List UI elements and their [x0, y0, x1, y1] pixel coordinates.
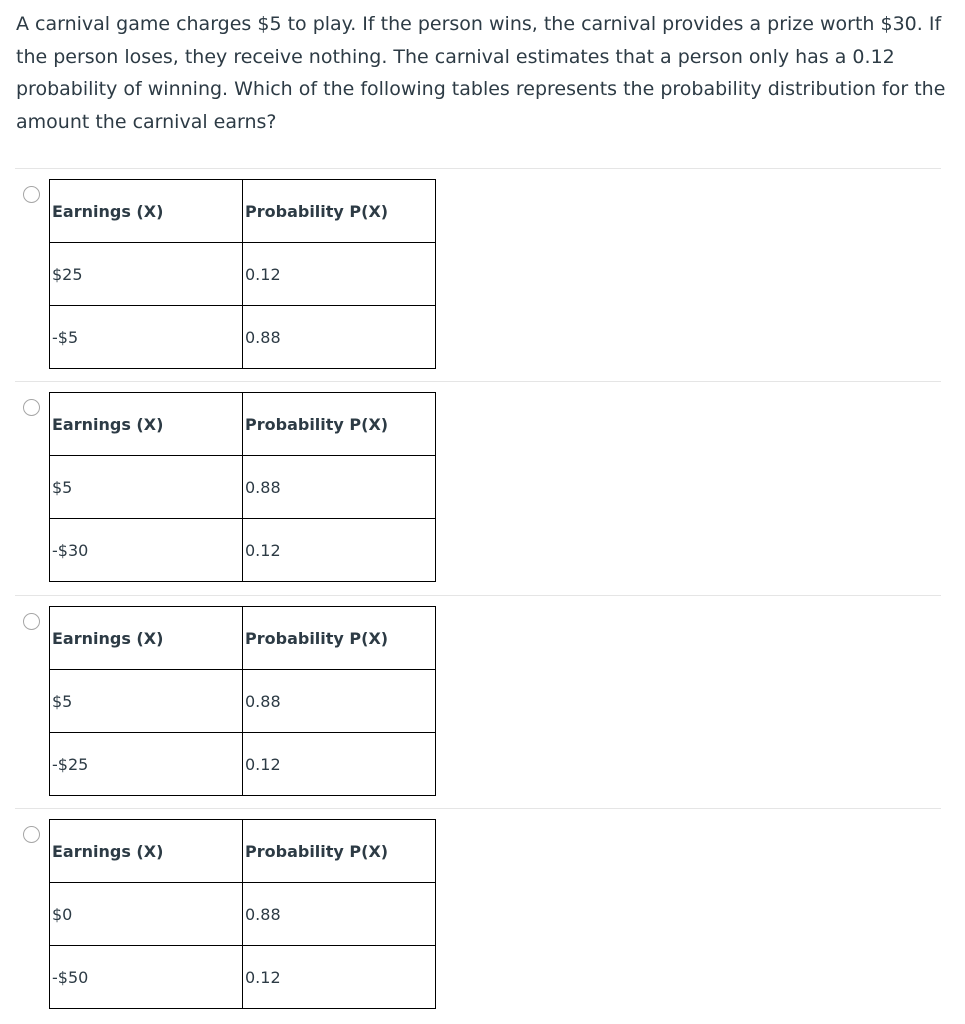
earnings-cell: -$25 [50, 733, 243, 796]
probability-cell: 0.88 [243, 456, 436, 519]
table-row [50, 456, 436, 519]
radio-button[interactable] [23, 399, 40, 416]
table-row [50, 519, 436, 582]
earnings-cell: -$30 [50, 519, 243, 582]
earnings-cell: $25 [50, 243, 243, 306]
probability-table [49, 606, 436, 796]
answer-option[interactable] [15, 595, 941, 808]
answer-option[interactable] [15, 808, 941, 1021]
probability-cell: 0.12 [243, 946, 436, 1009]
earnings-cell: $5 [50, 670, 243, 733]
probability-cell: 0.12 [243, 733, 436, 796]
header-probability: Probability P(X) [243, 820, 436, 883]
probability-table [49, 392, 436, 582]
header-earnings: Earnings (X) [50, 393, 243, 456]
answer-option[interactable] [15, 381, 941, 594]
probability-table [49, 179, 436, 369]
earnings-cell: -$5 [50, 306, 243, 369]
radio-button[interactable] [23, 186, 40, 203]
table-header-row [50, 180, 436, 243]
earnings-cell: $5 [50, 456, 243, 519]
table-header-row [50, 820, 436, 883]
header-probability: Probability P(X) [243, 607, 436, 670]
answer-option[interactable] [15, 168, 941, 381]
radio-button[interactable] [23, 826, 40, 843]
table-row [50, 946, 436, 1009]
earnings-cell: $0 [50, 883, 243, 946]
header-earnings: Earnings (X) [50, 180, 243, 243]
header-probability: Probability P(X) [243, 180, 436, 243]
table-row [50, 883, 436, 946]
table-header-row [50, 393, 436, 456]
earnings-cell: -$50 [50, 946, 243, 1009]
probability-cell: 0.88 [243, 306, 436, 369]
probability-cell: 0.88 [243, 883, 436, 946]
probability-cell: 0.88 [243, 670, 436, 733]
probability-table [49, 819, 436, 1009]
table-row [50, 670, 436, 733]
table-row [50, 306, 436, 369]
question-text: A carnival game charges $5 to play. If the person wins, the carnival provides a prize worth $30. If the person loses, they receive nothing. The carnival estimates that a person only has a 0.12 probability of winning. Which of the following tables represents the probability distribution for the amount the carnival earns? [16, 13, 946, 133]
probability-cell: 0.12 [243, 519, 436, 582]
table-header-row [50, 607, 436, 670]
header-earnings: Earnings (X) [50, 607, 243, 670]
probability-cell: 0.12 [243, 243, 436, 306]
table-row [50, 733, 436, 796]
table-row [50, 243, 436, 306]
header-probability: Probability P(X) [243, 393, 436, 456]
radio-button[interactable] [23, 613, 40, 630]
header-earnings: Earnings (X) [50, 820, 243, 883]
